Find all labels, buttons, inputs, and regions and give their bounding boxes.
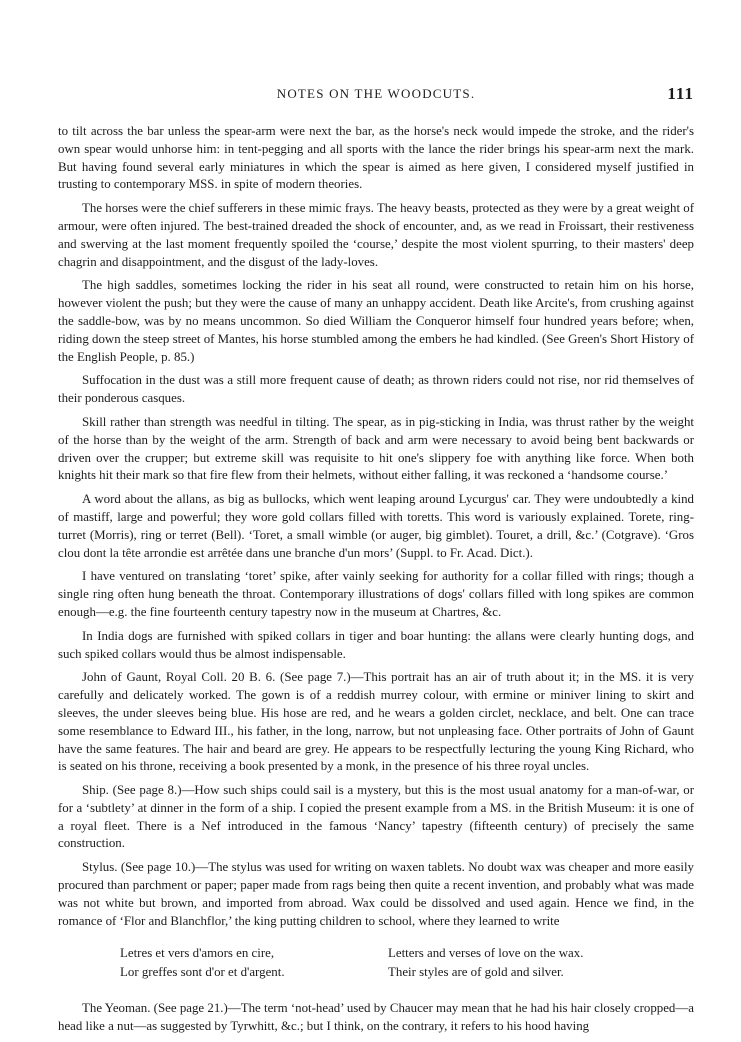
paragraph: to tilt across the bar unless the spear-arm were next the bar, as the horse's neck would impede the stroke, and the rider's own spear would unhorse him: in tent-pegging and all sports with the lance the rider brings his spear-arm next the mark. But having found several early miniatures in which the spear is aimed as here given, I considered myself justified in trusting to contemporary MSS. in spite of modern theories. [58,124,694,192]
verse-english [388,944,688,982]
paragraph: In India dogs are furnished with spiked collars in tiger and boar hunting: the allans were clearly hunting dogs, and such spiked collars would thus be almost indispensable. [58,628,694,661]
paragraph-yeoman: The Yeoman. (See page 21.)—The term ‘not-head’ used by Chaucer may mean that he had his hair closely cropped—a head like a nut—as suggested by Tyrwhitt, &c.; but I think, on the contrary, it refers to his hood having [58,1001,694,1034]
body-text [58,123,694,1042]
verse-line: Letres et vers d'amors en cire, [120,946,275,961]
page-header [58,84,694,104]
verse-block [120,944,694,982]
paragraph-ship: Ship. (See page 8.)—How such ships could sail is a mystery, but this is the most usual anatomy for a man-of-war, or for a ‘subtlety’ at dinner in the form of a ship. I copied the present example from a MS. in the British Museum: it is one of a royal fleet. There is a Nef introduced in the famous ‘Nancy’ tapestry (fifteenth century) of precisely the same construction. [58,783,694,851]
paragraph: The horses were the chief sufferers in these mimic frays. The heavy beasts, protected as they were by a great weight of armour, were often injured. The best-trained dreaded the shock of encounter, and, as we read in Froissart, their restiveness and swerving at the last moment frequently spoiled the ‘course,’ despite the most violent spurring, to their masters' deep chagrin and disappointment, and the disgust of the lady-loves. [58,201,694,269]
verse-line: Their styles are of gold and silver. [388,965,564,980]
running-title: NOTES ON THE WOODCUTS. [276,86,476,101]
paragraph: A word about the allans, as big as bullocks, which went leaping around Lycurgus' car. They were undoubtedly a kind of mastiff, large and powerful; they wore gold collars filled with toretts. This word is variously explained. Torete, ring-turret (Morris), ring or terret (Bell). ‘Toret, a small wimble (or auger, big gimblet). Touret, a drill, &c.’ (Cotgrave). ‘Gros clou dont la tête arrondie est arrêtée dans une branche d'un mors’ (Suppl. to Fr. Acad. Dict.). [58,492,694,560]
paragraph: Suffocation in the dust was a still more frequent cause of death; as thrown riders could not rise, nor rid themselves of their ponderous casques. [58,373,694,406]
verse-line: Letters and verses of love on the wax. [388,946,584,961]
verse-line: Lor greffes sont d'or et d'argent. [120,965,285,980]
paragraph-stylus: Stylus. (See page 10.)—The stylus was used for writing on waxen tablets. No doubt wax was cheaper and more easily procured than parchment or paper; paper made from rags being then quite a recent invention, and probably what was made was not white but brown, and imported from abroad. Wax could be dissolved and used again. Hence we find, in the romance of ‘Flor and Blanchflor,’ the king putting children to school, where they learned to write [58,860,694,928]
paragraph: The high saddles, sometimes locking the rider in his seat all round, were constructed to retain him on his horse, however violent the push; but they were the cause of many an unhappy accident. Death like Arcite's, from crushing against the saddle-bow, was by no means uncommon. So died William the Conqueror himself four hundred years before; when, riding down the steep street of Mantes, his horse stumbled among the embers he had kindled. (See Green's Short History of the English People, p. 85.) [58,278,694,364]
page-number: 111 [667,84,694,103]
paragraph: I have ventured on translating ‘toret’ spike, after vainly seeking for authority for a collar filled with rings; though a single ring often hung beneath the throat. Contemporary illustrations of dogs' collars filled with long spikes are common enough—e.g. the fine fourteenth century tapestry now in the museum at Chartres, &c. [58,569,694,619]
paragraph-john-of-gaunt: John of Gaunt, Royal Coll. 20 B. 6. (See page 7.)—This portrait has an air of truth about it; in the MS. it is very carefully and delicately worked. The gown is of a reddish murrey colour, with ermine or miniver lining to skirt and sleeves, the under sleeves being blue. His hose are red, and he wears a golden circlet, necklace, and belt. One can trace some resemblance to Edward III., his father, in the long, narrow, but not unpleasing face. Other portraits of John of Gaunt have the same features. The hair and beard are grey. He appears to be respectfully lecturing the young King Richard, who is seated on his throne, receiving a book presented by a monk, in the presence of his three royal uncles. [58,670,694,774]
verse-french [120,944,388,982]
paragraph: Skill rather than strength was needful in tilting. The spear, as in pig-sticking in India, was thrust rather by the weight of the horse than by the weight of the arm. Strength of back and arm were necessary to avoid being bent backwards or driven over the crupper; but extreme skill was requisite to hit one's slippery foe with anything like force. When both knights hit their mark so that fire flew from their helmets, without either falling, it was reckoned a ‘handsome course.’ [58,414,694,483]
